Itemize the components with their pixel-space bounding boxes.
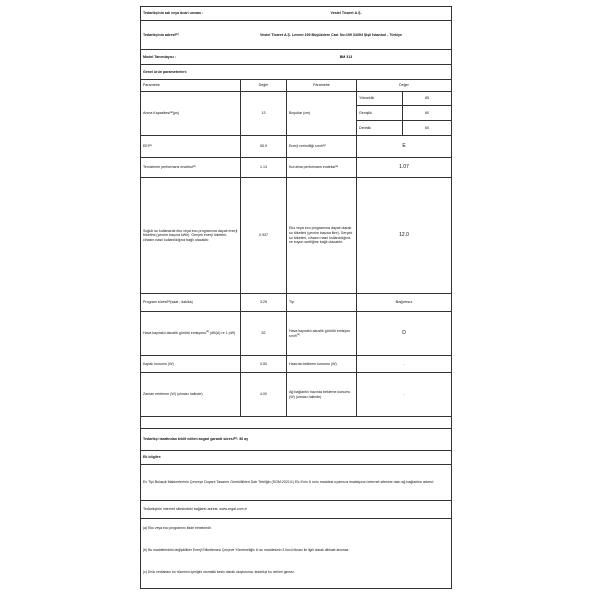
regulation-row (141, 465, 451, 501)
off-mode-label: Kapalı konumu (W) (141, 356, 241, 372)
networked-value: - (403, 392, 405, 397)
general-title: Genel ürün parametreleri: (143, 69, 187, 74)
duration-label-text: Program süresi (143, 300, 168, 305)
height-subrow (357, 92, 451, 106)
duration-sup: (a) (167, 300, 171, 304)
delay-label: Zaman erteleme (W) (olması halinde) (141, 373, 241, 416)
warranty-value: : 36 ay (236, 437, 249, 442)
capacity-row (141, 92, 451, 136)
header-value-2: Değer (399, 83, 409, 88)
energy-class-label-text: Enerji verimliliği sınıfı (289, 144, 323, 149)
model-row (141, 50, 451, 65)
depth-label: Derinlik (357, 121, 403, 135)
model-value: BM 313 (339, 54, 353, 59)
capacity-value: 13 (241, 92, 287, 135)
footnote-b: (b) Bu maddelerdeki değişiklikler Enerji Etiketlemesi Çerçeve Yönetmeliğin 6 ncı maddesinin 3 üncü fıkrası ile ilgili olarak dikkate alınmaz. (143, 548, 350, 552)
product-information-sheet (140, 6, 452, 589)
height-value: 85 (425, 96, 429, 101)
width-subrow (357, 106, 451, 121)
supplier-address-value: Vestel Ticaret A.Ş. Levent 199 Büyükdere Cad. No:199 34394 Şişli İstanbul - Türkiye (259, 32, 402, 37)
model-label: Model Tanımlayıcı : (143, 54, 176, 59)
drying-label (287, 158, 357, 177)
networked-label: Ağ bağlantılı hazırda bekleme konumu (W) (olması halinde) (287, 373, 357, 416)
drying-label-text: Kurutma performans endeksi (289, 165, 336, 170)
eei-label-text: EEI (143, 144, 149, 149)
supplier-address-label-text: Tedarikçinin adresi (143, 32, 176, 37)
energy-consumption-label: Soğuk su kullanarak eko veya eco programına dayalı enerji tüketimi (çevrim başına kWh). Gerçek enerji tüketimi, cihazın nasıl kullanıldığına bağlı olacaktır. (141, 178, 241, 293)
duration-unit: (saat : dakika) (170, 300, 193, 305)
supplier-name-value: Vestel Ticaret A.Ş. (330, 11, 362, 16)
type-value: Bağımsız (395, 299, 413, 305)
warranty-label: Tedarikçi tarafından teklif edilen asgari garanti süresi (143, 437, 234, 442)
general-title-row (141, 65, 451, 80)
cleaning-label (141, 158, 241, 177)
drying-sup: (a) (335, 165, 339, 169)
footnote-c: (c) Ürün veritabanı bu hücrenin içeriğini otomatik kesin olarak oluşturursa, tedarikçi bu verileri girmez. (143, 570, 295, 574)
footnote-a: (a) Eko veya eco programını ifade etmektedir. (143, 526, 212, 530)
noise-row (141, 312, 451, 356)
capacity-unit: (ps) (172, 111, 180, 116)
additional-title-row (141, 451, 451, 465)
capacity-sup: (a) (169, 111, 173, 115)
depth-subrow (357, 121, 451, 135)
supplier-name-row (141, 7, 451, 21)
drying-value: 1.07 (399, 164, 409, 171)
supplier-address-label (141, 21, 211, 49)
energy-class-label (287, 136, 357, 157)
noise-class-value: D (402, 330, 406, 337)
table-header-row (141, 80, 451, 92)
depth-value: 60 (425, 125, 429, 130)
standby-label: Hazırda bekleme konumu (W) (287, 356, 357, 372)
warranty-text (141, 429, 451, 450)
duration-row (141, 294, 451, 312)
eei-sup: (a) (148, 144, 152, 148)
eei-row (141, 136, 451, 158)
water-consumption-value: 12.0 (399, 232, 409, 239)
width-value: 60 (425, 110, 429, 115)
website-text: Tedarikçinin internet sitesindeki bağlantı adresi: www.regal.com.tr (143, 507, 247, 512)
water-consumption-label: Eko veya eco programına dayalı olarak su tüketimi (çevrim başına litre). Gerçek su tüketimi, cihazın nasıl kullanıldığına ve suyun sertliğine bağlı olacaktır. (287, 178, 357, 293)
width-label: Genişlik (357, 106, 403, 120)
capacity-label (141, 92, 241, 135)
noise-class-label-text: Hava kaynaklı akustik gürültü emisyon sınıfı (289, 328, 351, 338)
cleaning-sup: (a) (192, 165, 196, 169)
noise-label-text: Hava kaynaklı akustik gürültü emisyonu (143, 331, 207, 336)
type-label: Tip (287, 294, 357, 311)
energy-consumption-value: 0.937 (241, 178, 287, 293)
delay-value: 4.00 (241, 373, 287, 416)
regulation-text: Ev Tipi Bulaşık Makinelerinin Çevreye Duyarlı Tasarım Gereklilikleri Dair Tebliğin (SGM:2021/1) Ek-II'nin 6 nolu maddesi uyarınca imalatçının internet sitesine olan ağ bağlantısı adresi: (143, 480, 434, 485)
supplier-name-label: Tedarikçinin adı veya ticari unvanı : (143, 11, 204, 16)
header-param-1: Parametre (141, 80, 241, 91)
header-value-1: Değer (241, 80, 287, 91)
duration-label (141, 294, 241, 311)
standby-value: - (403, 361, 405, 366)
energy-class-value: E (402, 143, 406, 150)
noise-value: 52 (241, 312, 287, 355)
cleaning-value: 1.13 (241, 158, 287, 177)
additional-title: Ek bilgiler: (143, 455, 162, 460)
cleaning-row (141, 158, 451, 178)
header-param-2: Parametre (287, 80, 357, 91)
noise-unit: (dB(A) re 1 pW) (209, 331, 236, 336)
cleaning-label-text: Temizleme performans endeksi (143, 165, 193, 170)
supplier-address-sup: (b) (175, 32, 179, 36)
warranty-sup: (b) (233, 437, 237, 441)
website-row (141, 501, 451, 519)
eei-value: 55.9 (241, 136, 287, 157)
off-mode-row (141, 356, 451, 373)
height-label: Yükseklik (357, 92, 403, 105)
noise-class-sup: (a) (296, 332, 300, 336)
dimensions-table (357, 92, 451, 135)
supplier-address-row (141, 21, 451, 50)
noise-sup: (a) (206, 330, 210, 334)
eei-label (141, 136, 241, 157)
warranty-row (141, 429, 451, 451)
consumption-row (141, 178, 451, 294)
delay-row (141, 373, 451, 417)
off-mode-value: 0.50 (241, 356, 287, 372)
energy-class-sup: (a) (322, 144, 326, 148)
dimensions-label: Boyutlar (cm) (287, 92, 357, 135)
duration-value: 3:25 (241, 294, 287, 311)
noise-label (141, 312, 241, 355)
capacity-label-text: Anma Kapasitesi (143, 111, 170, 116)
noise-class-label (287, 312, 357, 355)
spacer-row (141, 417, 451, 429)
